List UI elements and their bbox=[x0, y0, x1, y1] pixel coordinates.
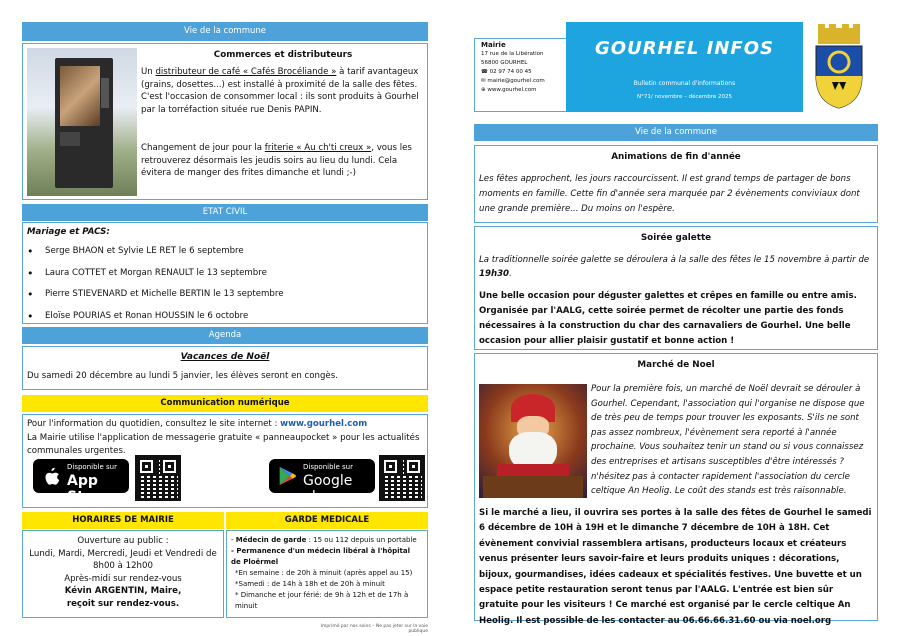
galette-box bbox=[474, 226, 878, 350]
santa-photo bbox=[479, 384, 587, 498]
galette-text-1: La traditionnelle soirée galette se déroulera à la salle des fêtes le 15 novembre à partir de 19h30. bbox=[479, 255, 870, 279]
horaires-line-1: Ouverture au public : bbox=[77, 536, 169, 546]
communication-line-1: Pour l'information du quotidien, consultez le site internet : www.gourhel.com bbox=[27, 419, 368, 429]
mairie-address-1: 17 rue de la Libération bbox=[481, 51, 544, 57]
horaires-box bbox=[22, 530, 224, 618]
agenda-text: Du samedi 20 décembre au lundi 5 janvier, les élèves seront en congès. bbox=[27, 371, 338, 381]
app-store-small-label: Disponible sur bbox=[67, 463, 117, 471]
mairie-title: Mairie bbox=[481, 41, 506, 49]
garde-line-5: * Dimanche et jour férié: de 9h à 12h et de 17h à minuit bbox=[235, 591, 409, 610]
horaires-line-2: Lundi, Mardi, Mercredi, Jeudi et Vendredi de 8h00 à 12h00 bbox=[29, 548, 217, 572]
coat-of-arms-logo bbox=[810, 24, 868, 110]
google-play-small-label: Disponible sur bbox=[303, 463, 353, 471]
communication-box bbox=[22, 414, 428, 508]
coffee-distributor-link[interactable]: distributeur de café « Cafés Brocéliande » bbox=[155, 67, 337, 77]
list-item: • Serge BHAON et Sylvie LE RET le 6 septembre bbox=[23, 241, 423, 263]
galette-text-2: Une belle occasion pour déguster galettes et crêpes en famille ou entre amis. Organisée par l'AALG, cette soirée permet de récolter une partie des fonds nécessaires à la construction du char des carnavaliers de Gourhel. Une belle occasion pour allier plaisir gustatif et bonne action ! bbox=[479, 291, 857, 346]
section-header-vie-commune: Vie de la commune bbox=[22, 22, 428, 41]
animations-text: Les fêtes approchent, les jours raccourcissent. Il est grand temps de partager de bons moments en famille. Cette fin d'année sera marquée par 2 évènements conviviaux dont une grande première... Du moins on l'espère. bbox=[479, 174, 860, 214]
horaires-line-5: reçoit sur rendez-vous. bbox=[66, 598, 180, 609]
marche-text-italic: Pour la première fois, un marché de Noël devrait se dérouler à Gourhel. Cependant, l'association qui l'organise ne dispose que de très peu de temps pour trouver les exposants. S'ils ne sont pas assez nombreux, l'évènement sera reporté à l'année prochaine. Vous souhaitez tenir un stand ou si vous connaissez des entreprises et artisans susceptibles d'être intéressés ? n'hésitez pas à contacter rapidement l'association du cercle celtique An Heolig. Le coût des stands est très raisonnable. bbox=[591, 384, 865, 497]
galette-title: Soirée galette bbox=[640, 233, 712, 243]
google-play-icon bbox=[276, 465, 298, 487]
website-link[interactable]: www.gourhel.com bbox=[280, 419, 368, 429]
web-icon: ⊕ bbox=[481, 87, 486, 93]
etat-civil-list bbox=[23, 241, 423, 327]
app-store-big-label: App Store bbox=[67, 473, 110, 505]
mairie-address-2: 56800 GOURHEL bbox=[481, 60, 528, 66]
masthead-subtitle: Bulletin communal d'informations bbox=[633, 80, 736, 87]
mairie-website[interactable]: ⊕ www.gourhel.com bbox=[481, 87, 537, 93]
coffee-machine-photo bbox=[27, 48, 137, 196]
horaires-line-3: Après-midi sur rendez-vous bbox=[64, 573, 182, 584]
etat-civil-subtitle: Mariage et PACS: bbox=[27, 227, 110, 237]
horaires-line-4: Kévin ARGENTIN, Maire, bbox=[64, 586, 182, 597]
friterie-link[interactable]: friterie « Au ch'ti creux » bbox=[264, 143, 372, 153]
communication-line-2: La Mairie utilise l'application de messagerie gratuite « panneaupocket » pour les actualités communales urgentes. bbox=[27, 433, 420, 456]
garde-line-3: *En semaine : de 20h à minuit (après appel au 15) bbox=[235, 569, 413, 577]
commerces-title: Commerces et distributeurs bbox=[213, 50, 353, 60]
app-store-button[interactable] bbox=[33, 459, 129, 505]
apple-icon bbox=[40, 465, 62, 487]
agenda-title: Vacances de Noël bbox=[180, 352, 270, 362]
mairie-contact-box bbox=[474, 38, 566, 112]
garde-box bbox=[226, 530, 428, 618]
section-header-etat-civil: ETAT CIVIL bbox=[22, 204, 428, 221]
marche-text-bold: Si le marché a lieu, il ouvrira ses portes à la salle des fêtes de Gourhel le samedi 6 décembre de 10H à 19H et le dimanche 7 décembre de 10H à 18H. Cet évènement convivial rassemblera artisans, producteurs locaux et créateurs venus présenter leurs savoir-faire et leurs produits uniques : décorations, bijoux, gourmandises, idées cadeaux et spécialités festives. Une buvette et un espace petite restauration seront tenus par l'AALG. L'entrée est bien sûr gratuite pour les visiteurs ! Ce marché est organisé par le cercle celtique An Heolig. Il est possible de les contacter au 06.66.66.31.60 ou via noel.org bbox=[479, 508, 872, 626]
footer-note: Imprimé par nos soins – Ne pas jeter sur la voie publique bbox=[320, 624, 428, 634]
garde-line-4: *Samedi : de 14h à 18h et de 20h à minuit bbox=[235, 580, 385, 588]
section-header-garde: GARDE MEDICALE bbox=[226, 512, 428, 529]
section-header-agenda: Agenda bbox=[22, 327, 428, 344]
etat-civil-box bbox=[22, 222, 428, 324]
google-play-big-label: Google play bbox=[303, 473, 353, 505]
section-header-horaires: HORAIRES DE MAIRIE bbox=[22, 512, 224, 529]
marche-box bbox=[474, 353, 878, 626]
commerces-paragraph-1: Un distributeur de café « Cafés Brocéliande » à tarif avantageux (grains, dosettes...) est installé à proximité de la salle des fêtes. C'est l'occasion de consommer local : ils sont produits à Gourhel par la torréfaction située rue Denis PAPIN. bbox=[141, 67, 419, 115]
section-header-communication: Communication numérique bbox=[22, 395, 428, 412]
garde-line-2: - Permanence d'un médecin libéral à l'hôpital de Ploërmel bbox=[231, 547, 411, 566]
masthead bbox=[566, 22, 803, 112]
animations-title: Animations de fin d'année bbox=[611, 152, 741, 162]
list-item: • Eloïse POURIAS et Ronan HOUSSIN le 6 octobre bbox=[23, 306, 423, 328]
mairie-email[interactable]: ✉ mairie@gourhel.com bbox=[481, 78, 545, 84]
section-header-vie-commune-right: Vie de la commune bbox=[474, 124, 878, 141]
email-icon: ✉ bbox=[481, 78, 486, 84]
google-play-button[interactable] bbox=[269, 459, 375, 505]
list-item: • Pierre STIEVENARD et Michelle BERTIN le 13 septembre bbox=[23, 284, 423, 306]
commerces-box bbox=[22, 43, 428, 200]
qr-code-app-store bbox=[135, 455, 181, 501]
agenda-box bbox=[22, 346, 428, 390]
animations-box bbox=[474, 145, 878, 223]
garde-line-1: - Médecin de garde : 15 ou 112 depuis un portable bbox=[231, 536, 417, 544]
commerces-paragraph-2: Changement de jour pour la friterie « Au ch'ti creux », vous les retrouverez désormais les jeudis soirs au lieu du lundi. Cela évitera de manger des frites dimanche et lundi ;-) bbox=[141, 143, 412, 179]
marche-title: Marché de Noel bbox=[637, 360, 715, 370]
masthead-title: GOURHEL INFOS bbox=[595, 38, 774, 59]
list-item: • Laura COTTET et Morgan RENAULT le 13 septembre bbox=[23, 263, 423, 285]
phone-icon: ☎ bbox=[481, 69, 488, 75]
masthead-issue: N°71/ novembre – décembre 2025 bbox=[637, 94, 732, 100]
mairie-phone: ☎ 02 97 74 00 45 bbox=[481, 69, 532, 75]
qr-code-google-play bbox=[379, 455, 425, 501]
